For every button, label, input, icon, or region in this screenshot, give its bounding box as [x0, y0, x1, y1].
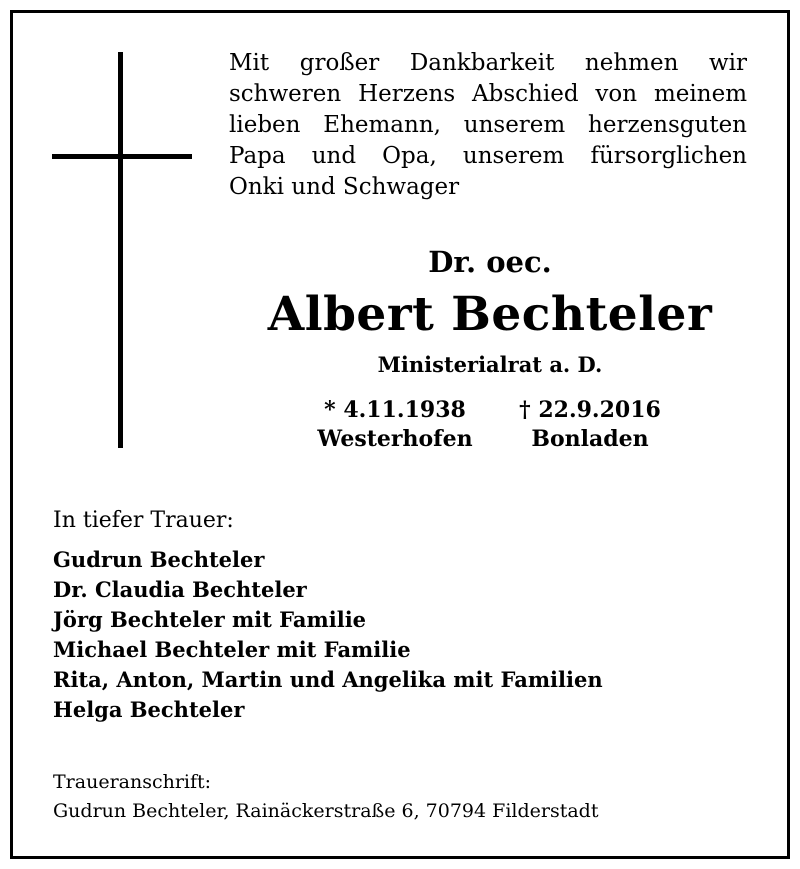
deceased-position: Ministerialrat a. D. [377, 352, 603, 377]
mourners-list [53, 545, 603, 725]
mourning-label: In tiefer Trauer: [53, 508, 234, 533]
mourner-item: Dr. Claudia Bechteler [53, 577, 307, 602]
mourner-item: Michael Bechteler mit Familie [53, 637, 411, 662]
mourner-item: Jörg Bechteler mit Familie [53, 607, 367, 632]
intro-text [229, 48, 747, 203]
birth-date: * 4.11.1938 [324, 397, 466, 423]
birth-place: Westerhofen [317, 426, 473, 452]
mourner-item: Rita, Anton, Martin und Angelika mit Familien [53, 667, 603, 692]
deceased-name: Albert Bechteler [267, 287, 713, 342]
condolence-address [53, 768, 598, 826]
cross-icon-bar [52, 154, 192, 159]
mourner-item: Gudrun Bechteler [53, 547, 265, 572]
birth-info [300, 396, 490, 454]
death-date: † 22.9.2016 [519, 397, 661, 423]
intro-line: Onki und Schwager [229, 174, 460, 200]
intro-line: schweren Herzens Abschied von meinem [229, 81, 747, 107]
address-label: Traueranschrift: [53, 771, 212, 793]
death-place: Bonladen [531, 426, 649, 452]
intro-line: Papa und Opa, unserem fürsorglichen [229, 143, 747, 169]
deceased-title: Dr. oec. [428, 245, 552, 279]
death-info [495, 396, 685, 454]
mourner-item: Helga Bechteler [53, 697, 245, 722]
intro-line: Mit großer Dankbarkeit nehmen wir [229, 50, 747, 76]
address-text: Gudrun Bechteler, Rainäckerstraße 6, 70794 Filderstadt [53, 800, 599, 822]
intro-line: lieben Ehemann, unserem herzensguten [229, 112, 747, 138]
cross-icon [118, 52, 123, 448]
